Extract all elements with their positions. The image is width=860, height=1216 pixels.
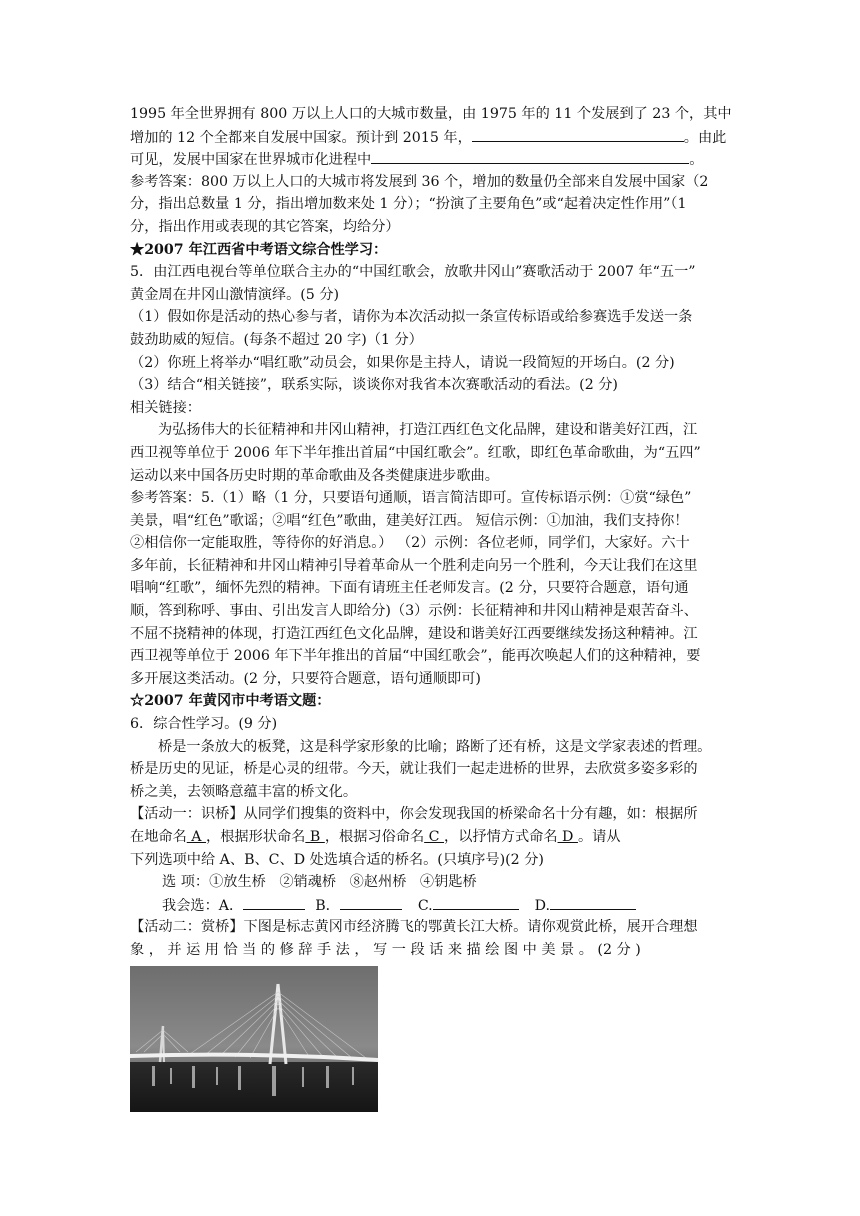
section-heading-huanggang: ☆2007 年黄冈市中考语文题： (130, 693, 331, 710)
text-line-20: ②相信你一定能取胜，等待你的好消息。） （2）示例：各位老师，同学们，大家好。六十 (130, 535, 690, 552)
text-line-23: 顺，答到称呼、事由、引出发言人即给分)（3）示例：长征精神和井冈山精神是艰苦奋斗、 (130, 603, 698, 620)
naming-line: 在地命名 A ，根据形状命名 B ，根据习俗命名 C ，以抒情方式命名 D 。请从 (130, 829, 621, 845)
text-line-34: 下列选项中给 A、B、C、D 处选填合适的桥名。(只填序号)(2 分) (130, 851, 544, 868)
document-body (130, 103, 738, 962)
text-line-29: 桥是一条放大的板凳，这是科学家形象的比喻；路断了还有桥，这是文学家表述的哲理。 (158, 738, 712, 755)
text-line-26: 多开展这类活动。(2 分，只要符合题意，语句通顺即可) (130, 670, 481, 687)
choice-blank-b[interactable] (340, 894, 402, 910)
text-line-21: 多年前，长征精神和井冈山精神引导着革命从一个胜利走向另一个胜利，今天让我们在这里 (130, 557, 698, 574)
text-line-17: 运动以来中国各历史时期的革命歌曲及各类健康进步歌曲。 (130, 467, 499, 484)
answer-blank-1[interactable] (472, 126, 684, 142)
text-line-13: （3）结合“相关链接”，联系实际，谈谈你对我省本次赛歌活动的看法。(2 分) (130, 377, 618, 394)
text-line-2: 增加的 12 个全都来自发展中国家。预计到 2015 年， 。由此 (130, 126, 738, 149)
text-line-15: 为弘扬伟大的长征精神和井冈山精神，打造江西红色文化品牌，建设和谐美好江西，江 (158, 422, 698, 439)
blank-c: C (424, 829, 445, 845)
activity-two-line: 【活动二：赏桥】下图是标志黄冈市经济腾飞的鄂黄长江大桥。请你观赏此桥，展开合理想 (130, 919, 698, 936)
text-line-31: 桥之美，去领略意蕴丰富的桥文化。 (130, 783, 358, 800)
text-line-30: 桥是历史的见证，桥是心灵的纽带。今天，就让我们一起走进桥的世界，去欣赏多姿多彩的 (130, 761, 698, 778)
text-line-11: 鼓劲助威的短信。(每条不超过 20 字)（1 分） (130, 331, 423, 348)
text-line-24: 不屈不挠精神的体现，打造江西红色文化品牌，建设和谐美好江西要继续发扬这种精神。江 (130, 625, 698, 642)
text-line-19: 美景，唱“红色”歌谣；②唱“红色”歌曲，建美好江西。 短信示例：①加油，我们支持你！ (130, 512, 689, 529)
text-line-1: 1995 年全世界拥有 800 万以上人口的大城市数量，由 1975 年的 11 个发展到了 23 个，其中 (130, 106, 732, 122)
text-line-9: 黄金周在井冈山激情演绎。(5 分) (130, 286, 340, 303)
text-line-14: 相关链接： (130, 399, 201, 416)
text-line-6: 分，指出作用或表现的其它答案，均给分） (130, 218, 400, 235)
blank-d: D (557, 829, 578, 845)
activity-one-line: 【活动一：识桥】从同学们搜集的资料中，你会发现我国的桥梁命名十分有趣，如：根据所 (130, 806, 698, 823)
text-line-8: 5．由江西电视台等单位联合主办的“中国红歌会，放歌井冈山”赛歌活动于 2007 年“五一” (130, 264, 696, 281)
text-line-4: 参考答案：800 万以上人口的大城市将发展到 36 个，增加的数量仍全部来自发展中国家（2 (130, 173, 709, 190)
text-line-5: 分，指出总数量 1 分，指出增加数来处 1 分）；“扮演了主要角色”或“起着决定性作用”（1 (130, 196, 687, 213)
text-line-18: 参考答案：5.（1）略（1 分，只要语句通顺，语言简洁即可。宣传标语示例：①赏“绿色” (130, 490, 692, 507)
text-line-16: 西卫视等单位于 2006 年下半年推出首届“中国红歌会”。红歌，即红色革命歌曲，为“五四” (130, 444, 701, 461)
choice-blank-a[interactable] (243, 894, 305, 910)
text-line-25: 西卫视等单位于 2006 年下半年推出的首届“中国红歌会”，能再次唤起人们的这种精神，要 (130, 648, 701, 665)
text-line-38: 象 ， 并 运 用 恰 当 的 修 辞 手 法 ， 写 一 段 话 来 描 绘 图 中 美 景 。 (2 分 ) (130, 941, 641, 958)
answer-blank-2[interactable] (371, 148, 689, 164)
choice-line: 我会选：A． B． C. D. (130, 894, 738, 917)
section-heading-jiangxi: ★2007 年江西省中考语文综合性学习： (130, 241, 388, 258)
blank-b: B (305, 829, 325, 845)
text-line-28: 6．综合性学习。(9 分) (130, 716, 278, 733)
choice-blank-c[interactable] (433, 894, 519, 910)
text-line-3: 可见，发展中国家在世界城市化进程中 。 (130, 148, 738, 171)
text-line-12: （2）你班上将举办“唱红歌”动员会，如果你是主持人，请说一段简短的开场白。(2 分) (130, 354, 675, 371)
options-line: 选 项：①放生桥 ②销魂桥 ⑧赵州桥 ④钥匙桥 (162, 874, 477, 891)
choice-blank-d[interactable] (550, 894, 636, 910)
bridge-photo (130, 966, 378, 1112)
text-line-22: 唱响“红歌”，缅怀先烈的精神。下面有请班主任老师发言。(2 分，只要符合题意，语句通 (130, 580, 689, 597)
blank-a: A (186, 829, 207, 845)
text-line-10: （1）假如你是活动的热心参与者，请你为本次活动拟一条宣传标语或给参赛选手发送一条 (130, 309, 693, 326)
